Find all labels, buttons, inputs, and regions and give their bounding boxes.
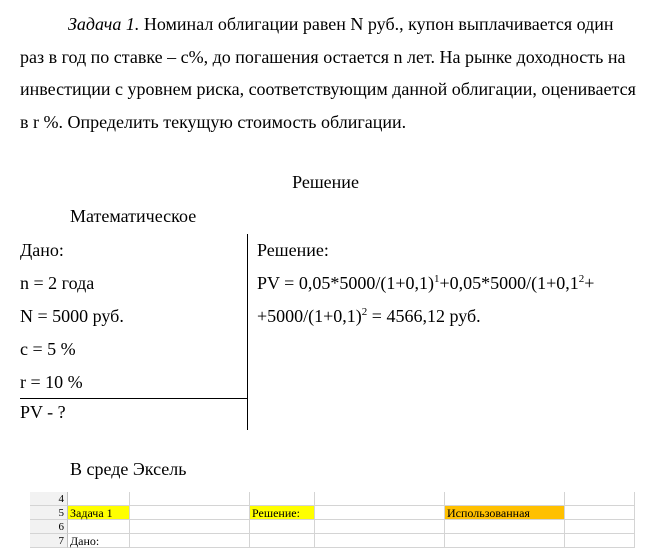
solution-title: Решение	[292, 172, 359, 192]
given-item-r: r = 10 %	[20, 372, 83, 392]
sheet-cell[interactable]	[445, 534, 565, 548]
math-section-title: Математическое	[70, 206, 197, 226]
excel-section-title: В среде Эксель	[70, 459, 187, 479]
sheet-cell[interactable]	[68, 492, 130, 506]
cell-task-label[interactable]: Задача 1	[68, 506, 130, 520]
formula-exponent: 1	[433, 273, 440, 285]
row-number[interactable]: 4	[30, 492, 68, 506]
sheet-row-7	[30, 534, 635, 548]
formula-exponent: 2	[361, 306, 368, 318]
task-text: Номинал облигации равен N руб., купон выплачивается один раз в год по ставке – с%, до погашения остается n лет. На рынке доходность на инвестиции с уровнем риска, соответствующим данной облигации, оценивается в r %. Определить текущую стоимость облигации.	[20, 14, 636, 132]
sheet-cell[interactable]	[250, 520, 315, 534]
solution-header: Решение:	[257, 240, 329, 260]
formula-exponent: 2	[578, 273, 585, 285]
sheet-cell[interactable]	[565, 492, 635, 506]
solution-line-2	[257, 300, 594, 333]
row-number[interactable]: 5	[30, 506, 68, 520]
sheet-cell[interactable]	[315, 492, 445, 506]
sheet-cell[interactable]	[565, 520, 635, 534]
given-item-n: n = 2 года	[20, 273, 95, 293]
excel-sheet	[30, 492, 635, 550]
sheet-cell[interactable]	[250, 534, 315, 548]
formula-part: +	[584, 273, 595, 293]
sheet-cell[interactable]	[445, 520, 565, 534]
formula-part: +0,05*5000/(1+0,1	[439, 273, 579, 293]
formula-part: PV = 0,05*5000/(1+0,1)	[257, 273, 434, 293]
sheet-cell[interactable]	[445, 492, 565, 506]
divider-vertical	[247, 234, 248, 430]
cell-solution-label[interactable]: Решение:	[250, 506, 315, 520]
sheet-cell[interactable]	[250, 492, 315, 506]
sheet-cell[interactable]	[130, 534, 250, 548]
cell-used-label[interactable]: Использованная	[445, 506, 565, 520]
solution-block	[257, 234, 594, 333]
sheet-row-4	[30, 492, 635, 506]
formula-part: +5000/(1+0,1)	[257, 306, 362, 326]
sheet-cell[interactable]	[315, 520, 445, 534]
given-block	[20, 234, 124, 399]
row-number[interactable]: 7	[30, 534, 68, 548]
sheet-cell[interactable]	[130, 492, 250, 506]
solution-line-1	[257, 267, 594, 300]
sheet-cell[interactable]	[565, 534, 635, 548]
sheet-row-6	[30, 520, 635, 534]
formula-result: = 4566,12 руб.	[367, 306, 481, 326]
sheet-row-5	[30, 506, 635, 520]
sheet-cell[interactable]	[68, 520, 130, 534]
given-header: Дано:	[20, 240, 64, 260]
sheet-cell[interactable]	[315, 506, 445, 520]
given-item-N: N = 5000 руб.	[20, 306, 124, 326]
row-number[interactable]: 6	[30, 520, 68, 534]
task-paragraph	[20, 8, 640, 138]
sheet-cell[interactable]	[130, 520, 250, 534]
sheet-cell[interactable]	[565, 506, 635, 520]
cell-given-label[interactable]: Дано:	[68, 534, 130, 548]
sheet-cell[interactable]	[130, 506, 250, 520]
given-item-c: c = 5 %	[20, 339, 76, 359]
task-label: Задача 1.	[68, 14, 140, 34]
find-value: PV - ?	[20, 402, 66, 422]
sheet-cell[interactable]	[315, 534, 445, 548]
